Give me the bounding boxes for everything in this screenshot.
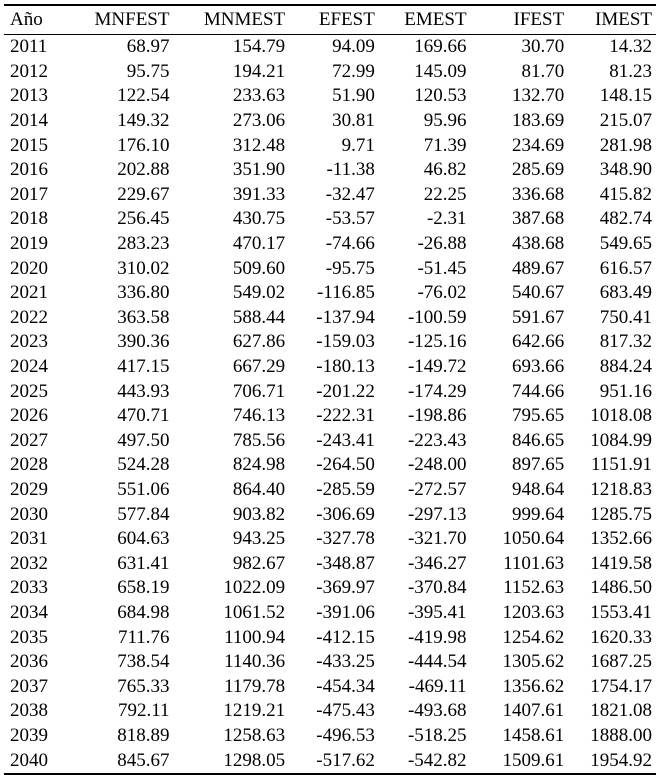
value-cell: 1101.63 [503,552,565,574]
table-row [4,527,656,552]
value-cell: 72.99 [332,60,375,82]
year-cell: 2026 [10,405,48,427]
value-cell: 999.64 [511,503,565,525]
value-cell: 845.67 [117,749,170,771]
value-cell: 1022.09 [223,577,286,599]
value-cell: -327.78 [316,528,375,550]
value-cell: 176.10 [117,134,170,156]
value-cell: 351.90 [232,159,286,181]
year-cell: 2016 [10,159,48,181]
value-cell: -116.85 [316,282,375,304]
table-row [4,35,656,60]
value-cell: 591.67 [511,306,565,328]
value-cell: -243.41 [316,429,375,451]
table-row [4,84,656,109]
value-cell: 642.66 [511,331,565,353]
year-cell: 2032 [10,552,48,574]
value-cell: 588.44 [232,306,286,328]
table-row [4,699,656,724]
value-cell: -51.45 [417,257,467,279]
year-cell: 2011 [10,36,48,58]
column-header: Año [10,9,43,30]
value-cell: 1258.63 [223,724,286,746]
value-cell: 982.67 [232,552,286,574]
value-cell: 667.29 [232,356,286,378]
value-cell: 551.06 [117,478,170,500]
header-row [4,5,656,35]
value-cell: 310.02 [117,257,170,279]
value-cell: 1084.99 [590,429,652,451]
year-cell: 2012 [10,60,48,82]
value-cell: 1219.21 [223,700,286,722]
table-row [4,650,656,675]
value-cell: 120.53 [414,85,467,107]
value-cell: -433.25 [316,651,375,673]
value-cell: 390.36 [117,331,170,353]
value-cell: 785.56 [232,429,286,451]
value-cell: -496.53 [316,724,375,746]
value-cell: 792.11 [117,700,170,722]
table-row [4,158,656,183]
year-cell: 2024 [10,356,48,378]
value-cell: 30.70 [521,36,565,58]
table-row [4,355,656,380]
table-row [4,183,656,208]
value-cell: 215.07 [599,110,652,132]
value-cell: 616.57 [599,257,652,279]
value-cell: -264.50 [316,454,375,476]
value-cell: 81.23 [609,60,652,82]
value-cell: 604.63 [117,528,170,550]
table-row [4,232,656,257]
value-cell: -297.13 [407,503,467,525]
value-cell: 684.98 [117,601,170,623]
value-cell: 951.16 [599,380,652,402]
value-cell: 693.66 [511,356,565,378]
value-cell: -285.59 [316,478,375,500]
value-cell: 549.02 [232,282,286,304]
value-cell: 233.63 [232,85,286,107]
value-cell: -391.06 [316,601,375,623]
value-cell: 256.45 [117,208,170,230]
value-cell: 1152.63 [503,577,565,599]
value-cell: -125.16 [407,331,467,353]
year-cell: 2033 [10,577,48,599]
value-cell: -74.66 [325,233,375,255]
year-cell: 2036 [10,651,48,673]
value-cell: 283.23 [117,233,170,255]
value-cell: 1620.33 [590,626,652,648]
value-cell: 9.71 [341,134,375,156]
year-cell: 2027 [10,429,48,451]
value-cell: -248.00 [407,454,467,476]
table-row [4,109,656,134]
value-cell: -518.25 [407,724,467,746]
value-cell: -321.70 [407,528,467,550]
column-header: EMEST [404,9,467,30]
value-cell: 1352.66 [590,528,652,550]
column-header: IFEST [513,9,565,30]
value-cell: 22.25 [423,183,467,205]
value-cell: 706.71 [232,380,286,402]
year-cell: 2014 [10,110,48,132]
value-cell: 744.66 [511,380,565,402]
value-cell: -542.82 [407,749,467,771]
value-cell: 285.69 [511,159,565,181]
year-cell: 2020 [10,257,48,279]
value-cell: -95.75 [325,257,375,279]
value-cell: -222.31 [316,405,375,427]
value-cell: 795.65 [511,405,565,427]
value-cell: -53.57 [325,208,375,230]
value-cell: 750.41 [599,306,652,328]
year-cell: 2040 [10,749,48,771]
value-cell: 1050.64 [502,528,565,550]
value-cell: -76.02 [417,282,467,304]
value-cell: 765.33 [117,675,170,697]
value-cell: 363.58 [117,306,170,328]
value-cell: 1305.62 [502,651,565,673]
column-header: IMEST [595,9,652,30]
table-row [4,256,656,281]
value-cell: 948.64 [511,478,565,500]
year-cell: 2039 [10,724,48,746]
value-cell: 1553.41 [590,601,652,623]
value-cell: 943.25 [232,528,286,550]
value-cell: 489.67 [511,257,565,279]
value-cell: 391.33 [232,183,286,205]
table-row [4,207,656,232]
value-cell: 30.81 [332,110,375,132]
value-cell: 1061.52 [223,601,286,623]
value-cell: 746.13 [232,405,286,427]
value-cell: 443.93 [117,380,170,402]
column-header: MNMEST [203,9,286,30]
value-cell: -419.98 [407,626,467,648]
table-row [4,502,656,527]
value-cell: -444.54 [407,651,467,673]
value-cell: -272.57 [407,478,467,500]
value-cell: 202.88 [117,159,170,181]
year-cell: 2023 [10,331,48,353]
value-cell: -395.41 [407,601,467,623]
value-cell: 81.70 [521,60,565,82]
year-cell: 2021 [10,282,48,304]
table-row [4,379,656,404]
value-cell: 577.84 [117,503,170,525]
value-cell: 1458.61 [502,724,565,746]
value-cell: 1203.63 [502,601,565,623]
year-cell: 2038 [10,700,48,722]
value-cell: -454.34 [316,675,375,697]
year-cell: 2030 [10,503,48,525]
table-row [4,625,656,650]
value-cell: 1179.78 [224,675,286,697]
year-cell: 2013 [10,85,48,107]
value-cell: -412.15 [316,626,375,648]
value-cell: 71.39 [423,134,467,156]
value-cell: -201.22 [316,380,375,402]
table-row [4,674,656,699]
year-cell: 2034 [10,601,48,623]
value-cell: 711.76 [117,626,170,648]
value-cell: 1888.00 [590,724,652,746]
year-cell: 2019 [10,233,48,255]
year-cell: 2018 [10,208,48,230]
projection-table [4,4,656,775]
value-cell: 234.69 [511,134,565,156]
year-cell: 2028 [10,454,48,476]
value-cell: 132.70 [511,85,565,107]
value-cell: 1356.62 [502,675,565,697]
value-cell: 897.65 [511,454,565,476]
value-cell: 903.82 [232,503,286,525]
value-cell: 46.82 [423,159,467,181]
value-cell: 817.32 [599,331,652,353]
value-cell: 846.65 [511,429,565,451]
table-row [4,724,656,749]
table-row [4,133,656,158]
value-cell: 1754.17 [590,675,652,697]
value-cell: 281.98 [599,134,652,156]
value-cell: 348.90 [599,159,652,181]
value-cell: 497.50 [117,429,170,451]
year-cell: 2017 [10,183,48,205]
value-cell: -32.47 [325,183,375,205]
value-cell: 658.19 [117,577,170,599]
value-cell: 417.15 [117,356,170,378]
table-body [4,35,656,774]
value-cell: 336.80 [117,282,170,304]
year-cell: 2035 [10,626,48,648]
value-cell: 1218.83 [590,478,652,500]
value-cell: 122.54 [117,85,170,107]
value-cell: -180.13 [316,356,375,378]
table-row [4,429,656,454]
value-cell: 438.68 [511,233,565,255]
value-cell: -2.31 [426,208,467,230]
value-cell: 631.41 [117,552,170,574]
value-cell: -137.94 [316,306,375,328]
value-cell: 183.69 [511,110,565,132]
value-cell: 470.17 [232,233,286,255]
value-cell: 1419.58 [590,552,652,574]
value-cell: 51.90 [332,85,375,107]
value-cell: 149.32 [117,110,170,132]
table-row [4,60,656,85]
value-cell: -346.27 [407,552,467,574]
value-cell: 1509.61 [502,749,565,771]
value-cell: 470.71 [117,405,170,427]
value-cell: 1285.75 [590,503,652,525]
value-cell: 312.48 [232,134,286,156]
value-cell: -370.84 [407,577,467,599]
value-cell: 1140.36 [224,651,286,673]
value-cell: 68.97 [126,36,170,58]
value-cell: 1821.08 [590,700,652,722]
value-cell: -369.97 [316,577,375,599]
value-cell: 549.65 [599,233,652,255]
value-cell: 95.75 [126,60,170,82]
value-cell: 524.28 [117,454,170,476]
value-cell: 1151.91 [590,454,652,476]
year-cell: 2022 [10,306,48,328]
value-cell: 683.49 [599,282,652,304]
value-cell: 1407.61 [502,700,565,722]
value-cell: 627.86 [232,331,286,353]
value-cell: 824.98 [232,454,286,476]
column-header: MNFEST [94,9,170,30]
value-cell: 738.54 [117,651,170,673]
value-cell: 1254.62 [502,626,565,648]
value-cell: -149.72 [407,356,467,378]
value-cell: 1018.08 [590,405,652,427]
value-cell: 864.40 [232,478,286,500]
value-cell: 884.24 [599,356,652,378]
table-header [4,5,656,35]
column-header: EFEST [318,9,375,30]
value-cell: 1486.50 [590,577,652,599]
value-cell: 387.68 [511,208,565,230]
value-cell: -198.86 [407,405,467,427]
year-cell: 2029 [10,478,48,500]
value-cell: -517.62 [316,749,375,771]
value-cell: -159.03 [316,331,375,353]
value-cell: 1687.25 [590,651,652,673]
value-cell: -174.29 [407,380,467,402]
year-cell: 2025 [10,380,48,402]
value-cell: 14.32 [609,36,652,58]
value-cell: 1954.92 [590,749,652,771]
value-cell: -469.11 [408,675,467,697]
value-cell: 540.67 [511,282,565,304]
table-row [4,748,656,774]
year-cell: 2037 [10,675,48,697]
value-cell: 194.21 [232,60,286,82]
value-cell: 509.60 [232,257,286,279]
value-cell: 818.89 [117,724,170,746]
value-cell: 95.96 [423,110,467,132]
value-cell: 415.82 [599,183,652,205]
value-cell: 430.75 [232,208,286,230]
table-row [4,601,656,626]
table-row [4,576,656,601]
table-row [4,330,656,355]
value-cell: -348.87 [316,552,375,574]
table-row [4,404,656,429]
table-row [4,306,656,331]
table-row [4,478,656,503]
year-cell: 2031 [10,528,48,550]
value-cell: 1298.05 [223,749,286,771]
table-row [4,281,656,306]
value-cell: 336.68 [511,183,565,205]
value-cell: -475.43 [316,700,375,722]
value-cell: 273.06 [232,110,286,132]
value-cell: -26.88 [417,233,467,255]
value-cell: 229.67 [117,183,170,205]
value-cell: 148.15 [599,85,652,107]
value-cell: 145.09 [414,60,467,82]
value-cell: 1100.94 [224,626,286,648]
value-cell: -493.68 [407,700,467,722]
value-cell: 154.79 [232,36,286,58]
table-row [4,453,656,478]
value-cell: 169.66 [414,36,467,58]
value-cell: 482.74 [599,208,652,230]
value-cell: 94.09 [332,36,375,58]
year-cell: 2015 [10,134,48,156]
value-cell: -100.59 [407,306,467,328]
value-cell: -306.69 [316,503,375,525]
value-cell: -11.38 [326,159,375,181]
value-cell: -223.43 [407,429,467,451]
table-row [4,551,656,576]
